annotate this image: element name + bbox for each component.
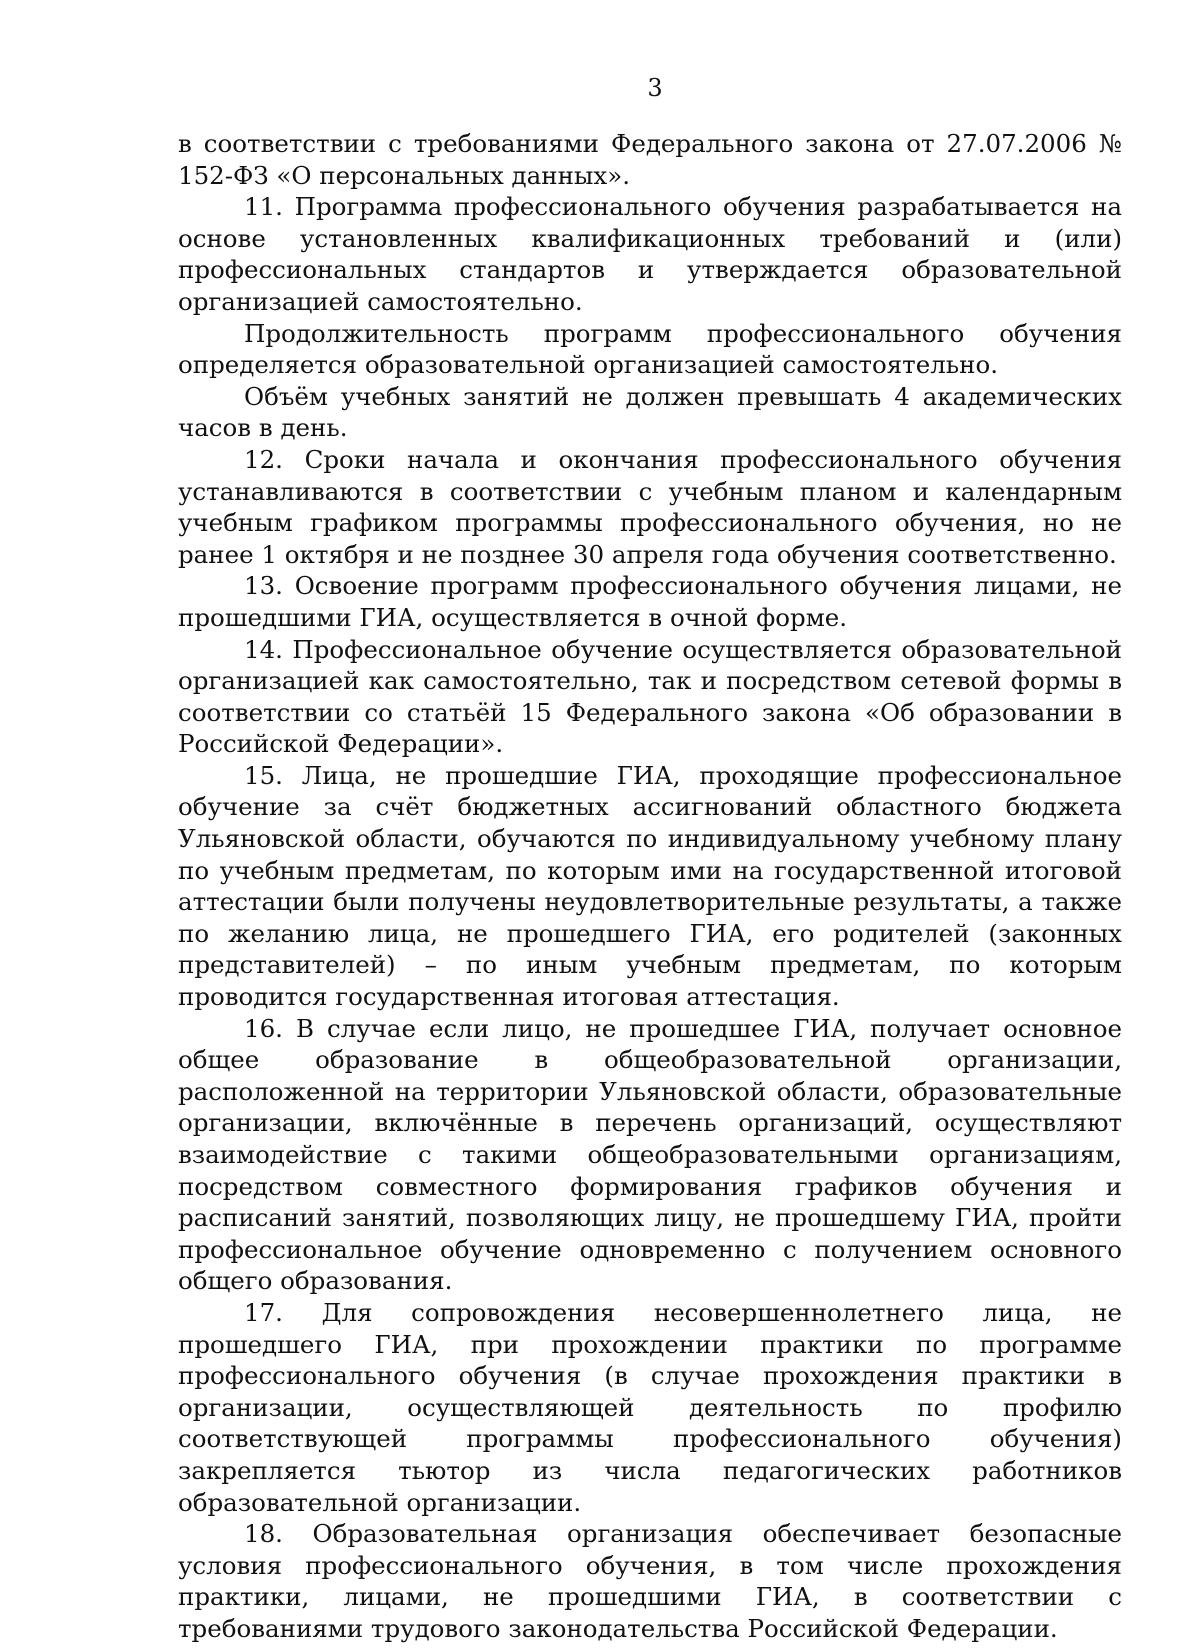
page-number: 3 <box>647 74 663 102</box>
paragraph-volume: Объём учебных занятий не должен превышать 4 академических часов в день. <box>178 381 1122 443</box>
paragraph-16: 16. В случае если лицо, не прошедшее ГИА, получает основное общее образование в общеобразовательной организации, расположенной на территории Ульяновской области, образовательные организации, включённые в перечень организаций, осуществляют взаимодействие с такими общеобразовательными организациям, посредством совместного формирования графиков обучения и расписаний занятий, позволяющих лицу, не прошедшему ГИА, пройти профессиональное обучение одновременно с получением основного общего образования. <box>178 1013 1122 1296</box>
paragraph-18: 18. Образовательная организация обеспечивает безопасные условия профессионального обучения, в том числе прохождения практики, лицами, не прошедшими ГИА, в соответствии с требованиями трудового законодательства Российской Федерации. <box>178 1519 1122 1643</box>
paragraph-11: 11. Программа профессионального обучения разрабатывается на основе установленных квалификационных требований и (или) профессиональных стандартов и утверждается образовательной организацией самостоятельно. <box>178 192 1122 316</box>
paragraph-continuation-152fz: в соответствии с требованиями Федерального закона от 27.07.2006 № 152-ФЗ «О персональных данных». <box>178 129 1122 190</box>
paragraph-17: 17. Для сопровождения несовершеннолетнего лица, не прошедшего ГИА, при прохождении практики по программе профессионального обучения (в случае прохождения практики в организации, осуществляющей деятельность по профилю соответствующей программы профессионального обучения) закрепляется тьютор из числа педагогических работников образовательной организации. <box>178 1297 1122 1517</box>
paragraph-13: 13. Освоение программ профессионального обучения лицами, не прошедшими ГИА, осуществляется в очной форме. <box>178 571 1122 632</box>
paragraph-duration: Продолжительность программ профессионального обучения определяется образовательной организацией самостоятельно. <box>178 318 1122 380</box>
paragraph-12: 12. Сроки начала и окончания профессионального обучения устанавливаются в соответствии с учебным планом и календарным учебным графиком программы профессионального обучения, но не ранее 1 октября и не позднее 30 апреля года обучения соответственно. <box>178 444 1122 569</box>
document-text-body <box>178 128 1122 1645</box>
paragraph-15: 15. Лица, не прошедшие ГИА, проходящие профессиональное обучение за счёт бюджетных ассигнований областного бюджета Ульяновской области, обучаются по индивидуальному учебному плану по учебным предметам, по которым ими на государственной итоговой аттестации были получены неудовлетворительные результаты, а также по желанию лица, не прошедшего ГИА, его родителей (законных представителей) – по иным учебным предметам, по которым проводится государственная итоговая аттестация. <box>178 760 1122 1012</box>
paragraph-14: 14. Профессиональное обучение осуществляется образовательной организацией как самостоятельно, так и посредством сетевой формы в соответствии со статьёй 15 Федерального закона «Об образовании в Российской Федерации». <box>178 634 1122 759</box>
